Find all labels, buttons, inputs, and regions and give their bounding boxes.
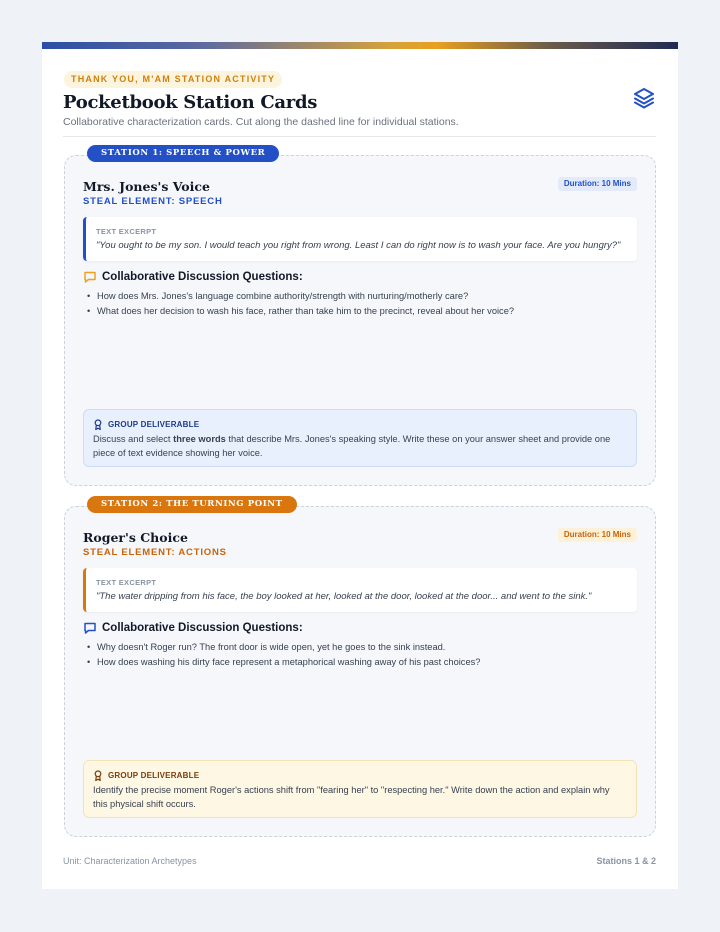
duration-badge: Duration: 10 Mins bbox=[558, 177, 637, 191]
excerpt-label: TEXT EXCERPT bbox=[96, 578, 157, 587]
chat-bubble-icon bbox=[83, 270, 97, 284]
deliverable-header bbox=[93, 419, 199, 430]
deliverable-text bbox=[93, 432, 623, 460]
deliverable-label: GROUP DELIVERABLE bbox=[108, 771, 200, 780]
group-deliverable-box bbox=[83, 760, 637, 818]
layers-icon bbox=[632, 86, 656, 110]
card-title: Roger's Choice bbox=[83, 530, 188, 545]
deliverable-text: Identify the precise moment Roger's actions shift from "fearing her" to "respecting her." Write down the action and explain why this physical shift occurs. bbox=[93, 785, 610, 809]
chat-bubble-icon bbox=[83, 621, 97, 635]
excerpt-text: "The water dripping from his face, the boy looked at her, looked at the door, looked at the door... and went to the sink." bbox=[96, 591, 592, 602]
deliverable-header bbox=[93, 770, 199, 781]
list-item: • How does washing his dirty face represent a metaphorical washing away of his past choices? bbox=[87, 655, 637, 670]
page-title: Pocketbook Station Cards bbox=[63, 92, 318, 113]
steal-element-label: STEAL ELEMENT: SPEECH bbox=[83, 196, 223, 207]
list-item: • How does Mrs. Jones's language combine authority/strength with nurturing/motherly care? bbox=[87, 289, 637, 304]
text-excerpt-box bbox=[83, 217, 637, 261]
station-pill: STATION 2: THE TURNING POINT bbox=[87, 496, 297, 513]
discussion-header bbox=[83, 621, 303, 635]
text-excerpt-box bbox=[83, 568, 637, 612]
question-list bbox=[87, 640, 637, 670]
excerpt-text: "You ought to be my son. I would teach you right from wrong. Least I can do right now is to wash your face. Are you hungry?" bbox=[96, 240, 621, 251]
worksheet-page bbox=[42, 42, 678, 889]
page-subtitle: Collaborative characterization cards. Cut along the dashed line for individual stations. bbox=[63, 116, 459, 128]
list-item: • What does her decision to wash his face, rather than take him to the precinct, reveal about her voice? bbox=[87, 304, 637, 319]
activity-tag: THANK YOU, M'AM STATION ACTIVITY bbox=[64, 71, 282, 88]
card-title: Mrs. Jones's Voice bbox=[83, 179, 210, 194]
deliverable-text-end: that describe Mrs. Jones's speaking style. Write these on your answer sheet and provide one piece of text evidence showing her voice. bbox=[93, 434, 611, 458]
group-deliverable-box bbox=[83, 409, 637, 467]
duration-badge: Duration: 10 Mins bbox=[558, 528, 637, 542]
excerpt-label: TEXT EXCERPT bbox=[96, 227, 157, 236]
award-ribbon-icon bbox=[93, 419, 103, 430]
steal-element-label: STEAL ELEMENT: ACTIONS bbox=[83, 547, 227, 558]
footer-unit: Unit: Characterization Archetypes bbox=[63, 856, 197, 866]
station-card-2 bbox=[64, 499, 656, 837]
deliverable-text-start: Discuss and select bbox=[93, 434, 174, 444]
deliverable-label: GROUP DELIVERABLE bbox=[108, 420, 200, 429]
deliverable-emphasis: three words bbox=[173, 434, 226, 444]
station-pill: STATION 1: SPEECH & POWER bbox=[87, 145, 279, 162]
gradient-top-bar bbox=[42, 42, 678, 49]
award-ribbon-icon bbox=[93, 770, 103, 781]
discussion-title: Collaborative Discussion Questions: bbox=[102, 622, 303, 634]
header-divider bbox=[63, 136, 656, 137]
question-list bbox=[87, 289, 637, 319]
discussion-header bbox=[83, 270, 303, 284]
footer-stations: Stations 1 & 2 bbox=[596, 856, 656, 866]
discussion-title: Collaborative Discussion Questions: bbox=[102, 271, 303, 283]
list-item: • Why doesn't Roger run? The front door is wide open, yet he goes to the sink instead. bbox=[87, 640, 637, 655]
station-card-1 bbox=[64, 148, 656, 486]
